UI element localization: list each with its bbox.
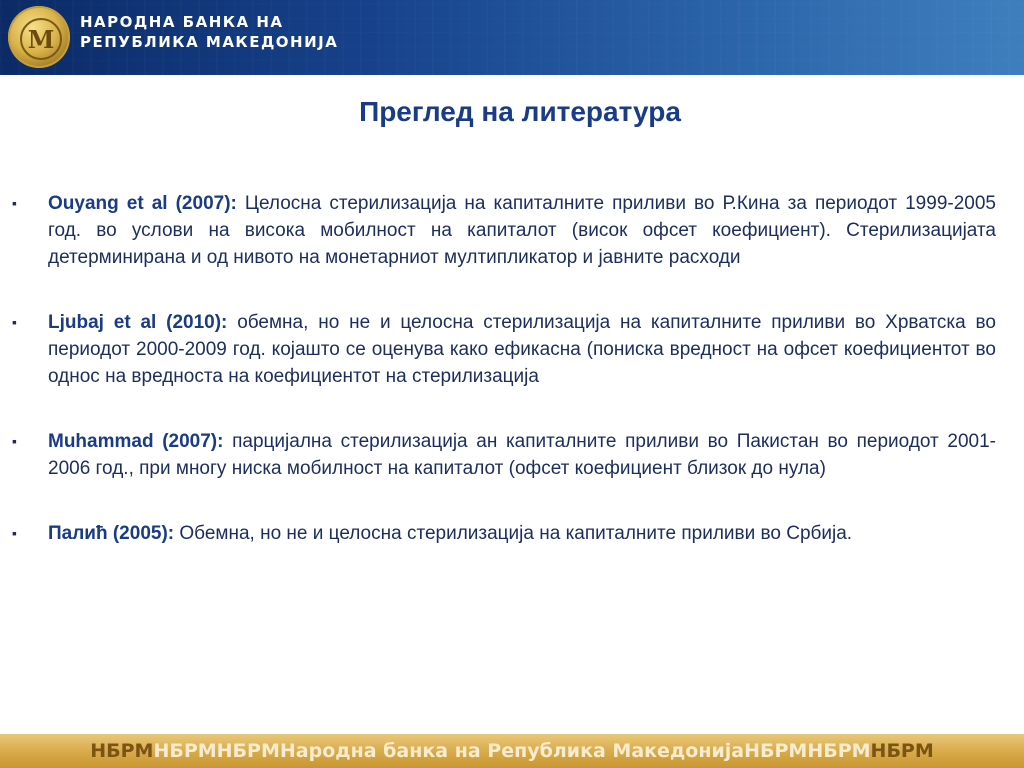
- list-item: [12, 190, 996, 271]
- reference-label: Muhammad (2007):: [48, 431, 224, 452]
- bank-name-line1: НАРОДНА БАНКА НА: [80, 13, 284, 31]
- reference-label: Ouyang et al (2007):: [48, 193, 237, 214]
- footer-bank-name: Народна банка на Република Македонија: [279, 740, 745, 762]
- footer-abbrev-right-faded: НБРМНБРМ: [744, 740, 871, 762]
- bullet-icon: ▪: [12, 195, 17, 211]
- logo-emblem: M: [20, 18, 62, 60]
- reference-label: Палиħ (2005):: [48, 523, 175, 544]
- bullet-icon: ▪: [12, 314, 17, 330]
- bank-name-line2: РЕПУБЛИКА МАКЕДОНИЈА: [80, 33, 339, 51]
- header-banner: [0, 0, 1024, 75]
- slide-title: Преглед на литература: [359, 96, 681, 127]
- bullet-icon: ▪: [12, 525, 17, 541]
- footer-abbrev-right: НБРМ: [870, 740, 934, 762]
- footer-banner: [0, 734, 1024, 768]
- reference-text: парцијална стерилизација ан капиталните приливи во Пакистан во периодот 2001-2006 год., при многу ниска мобилност на капиталот (офсет коефициент близок до нула): [48, 431, 996, 479]
- bank-name: [80, 12, 338, 52]
- footer-abbrev-left-faded: НБРМНБРМ: [153, 740, 280, 762]
- reference-text: Целосна стерилизација на капиталните приливи во Р.Кина за периодот 1999-2005 год. во услови на висока мобилност на капиталот (висок офсет коефициент). Стерилизацијата детерминирана и од нивото на монетарниот мултипликатор и јавните расходи: [48, 193, 996, 268]
- bullet-icon: ▪: [12, 433, 17, 449]
- bank-logo: [8, 6, 70, 68]
- reference-text: обемна, но не и целосна стерилизација на капиталните приливи во Хрватска во периодот 2000-2009 год. којашто се оценува како ефикасна (пониска вредност на офсет коефициентот во однос на вредноста на коефициентот на стерилизација: [48, 312, 996, 387]
- list-item: [12, 428, 996, 482]
- list-item: [12, 520, 996, 547]
- reference-text: Обемна, но не и целосна стерилизација на капиталните приливи во Србија.: [174, 523, 853, 544]
- list-item: [12, 309, 996, 390]
- literature-list: [12, 190, 996, 547]
- reference-label: Ljubaj et al (2010):: [48, 312, 228, 333]
- footer-abbrev-left: НБРМ: [90, 740, 154, 762]
